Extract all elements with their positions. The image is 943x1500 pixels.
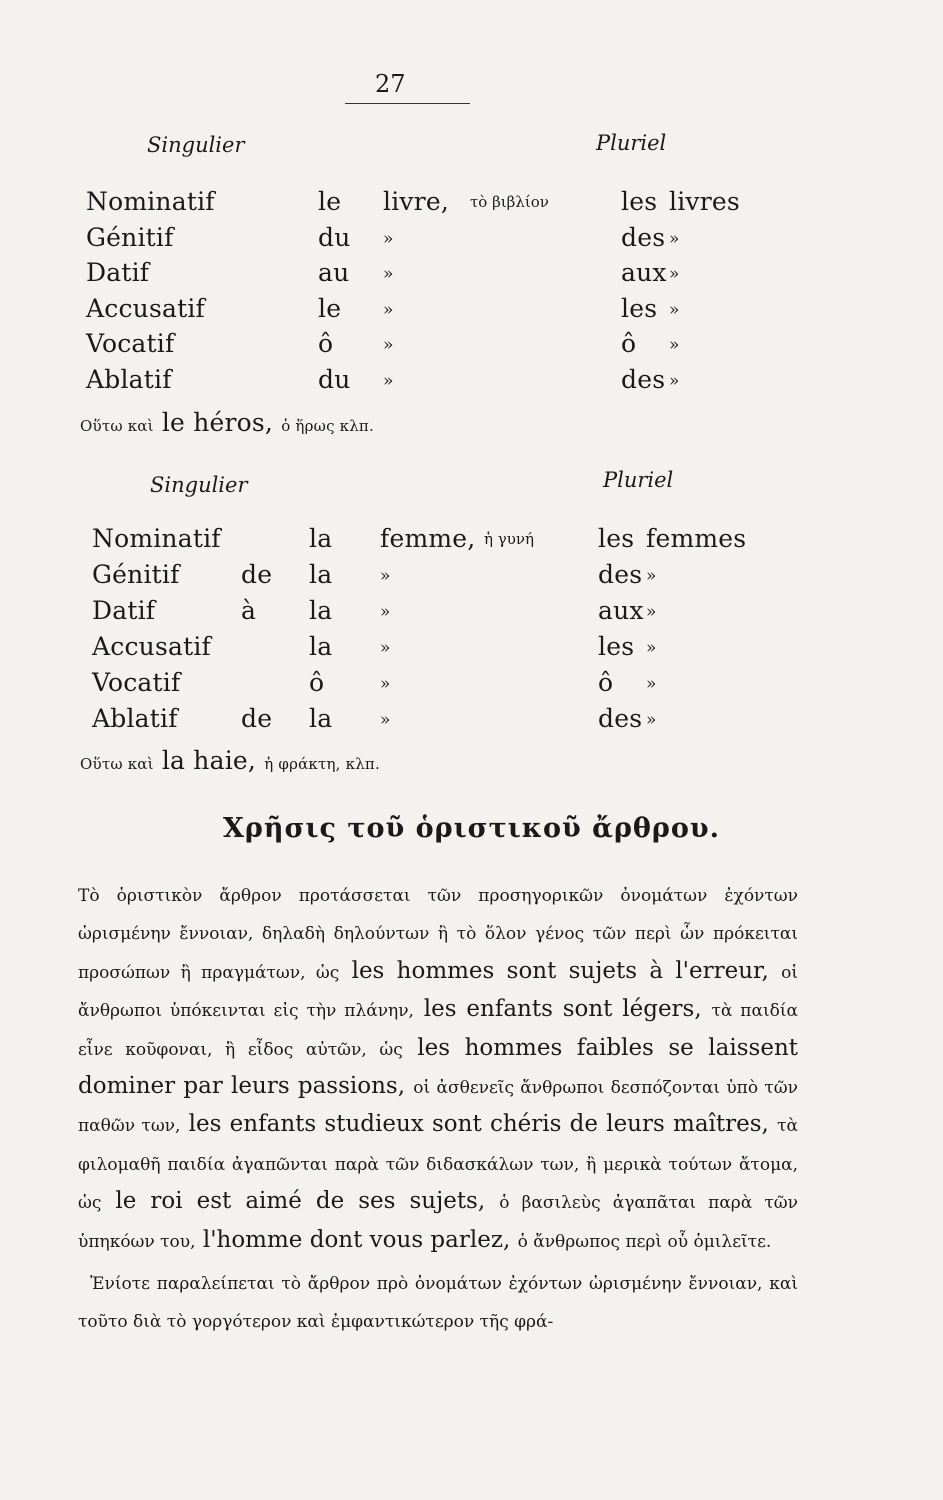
article: le bbox=[318, 293, 342, 323]
plural-noun: » bbox=[646, 710, 657, 730]
article: la bbox=[309, 596, 333, 625]
noun: » bbox=[383, 299, 394, 320]
plural-noun: » bbox=[646, 638, 657, 658]
plural-article: des bbox=[621, 364, 666, 394]
greek-text: τὰ φιλομαθῆ παιδία ἀγαπῶνται παρὰ τῶν διδασκάλων των, ἢ μερικὰ τούτων ἄτομα, ὡς bbox=[78, 1116, 799, 1214]
plural-article: ô bbox=[598, 668, 614, 697]
case-label: Vocatif bbox=[92, 668, 181, 697]
plural-article: aux bbox=[621, 258, 667, 287]
noun: » bbox=[383, 264, 394, 284]
plural-noun: » bbox=[646, 566, 657, 586]
greek-text: οἱ ἀσθενεῖς ἄνθρωποι δεσπόζονται ὑπὸ τῶν παθῶν των, bbox=[78, 1078, 798, 1137]
article: la bbox=[309, 524, 333, 553]
case-label: Génitif bbox=[92, 560, 180, 589]
article: la bbox=[309, 632, 333, 661]
plural-article: des bbox=[621, 222, 666, 252]
article: du bbox=[318, 364, 351, 394]
french-example: les hommes faibles se laissent dominer par leurs passions, bbox=[78, 1034, 799, 1100]
noun: » bbox=[380, 638, 391, 658]
greek-text: ὁ ἄνθρωπος περὶ οὗ ὁμιλεῖτε. bbox=[517, 1231, 772, 1252]
plural-article: des bbox=[598, 560, 643, 589]
table2-header-plural: Pluriel bbox=[603, 468, 674, 492]
paragraph-1 bbox=[78, 876, 798, 1260]
french-example: les enfants studieux sont chéris de leurs maîtres, bbox=[188, 1111, 769, 1138]
plural-article: les bbox=[621, 293, 658, 323]
case-label: Nominatif bbox=[86, 187, 215, 216]
greek-gloss: ἡ γυνή bbox=[484, 530, 534, 548]
case-label: Vocatif bbox=[86, 329, 175, 358]
preposition: de bbox=[241, 704, 273, 733]
example-french: la haie, bbox=[161, 746, 257, 775]
noun: » bbox=[380, 674, 391, 694]
noun: femme, bbox=[380, 524, 476, 553]
plural-article: les bbox=[598, 632, 635, 661]
article: ô bbox=[318, 329, 334, 358]
plural-noun: » bbox=[669, 264, 680, 284]
table2-example bbox=[80, 746, 380, 775]
plural-article: des bbox=[598, 704, 643, 733]
noun: » bbox=[383, 228, 394, 249]
case-label: Accusatif bbox=[86, 293, 205, 323]
noun: » bbox=[380, 602, 391, 622]
table1-header-plural: Pluriel bbox=[596, 131, 667, 155]
plural-noun: » bbox=[669, 228, 680, 249]
example-french: le héros, bbox=[161, 408, 274, 437]
article: du bbox=[318, 222, 351, 252]
greek-gloss: τὸ βιβλίον bbox=[470, 193, 549, 211]
article: la bbox=[309, 560, 333, 589]
article: la bbox=[309, 704, 333, 733]
article: ô bbox=[309, 668, 325, 697]
noun: » bbox=[383, 335, 394, 355]
case-label: Ablatif bbox=[86, 364, 172, 394]
table2-header-singular: Singulier bbox=[150, 473, 248, 497]
french-example: l'homme dont vous parlez, bbox=[202, 1226, 511, 1253]
greek-text: Τὸ ὁριστικὸν ἄρθρον προτάσσεται τῶν προσηγορικῶν ὀνομάτων ἐχόντων ὡρισμένην ἔννοιαν, δηλαδὴ δηλούντων ἢ τὸ ὅλον γένος τῶν περὶ ὧν πρόκειται προσώπων ἢ πραγμάτων, ὡς bbox=[78, 886, 798, 983]
preposition: à bbox=[241, 596, 257, 625]
example-greek-suffix: ἡ φράκτη, κλπ. bbox=[264, 755, 380, 773]
case-label: Nominatif bbox=[92, 524, 221, 553]
example-greek-prefix: Οὕτω καὶ bbox=[80, 417, 154, 435]
case-label: Datif bbox=[92, 596, 156, 625]
noun: » bbox=[380, 710, 391, 730]
french-example: les enfants sont légers, bbox=[423, 996, 702, 1023]
french-example: les hommes sont sujets à l'erreur, bbox=[351, 957, 769, 984]
header-rule bbox=[345, 103, 470, 104]
plural-noun: » bbox=[669, 335, 680, 355]
plural-article: les bbox=[598, 524, 635, 553]
paragraph-2 bbox=[78, 1264, 798, 1341]
plural-noun: livres bbox=[669, 187, 740, 216]
case-label: Ablatif bbox=[92, 704, 178, 733]
preposition: de bbox=[241, 560, 273, 589]
plural-noun: » bbox=[669, 299, 680, 320]
greek-text: οἱ ἄνθρωποι ὑπόκεινται εἰς τὴν πλάνην, bbox=[78, 962, 799, 1022]
example-greek-prefix: Οὕτω καὶ bbox=[80, 755, 154, 773]
greek-text: ὁ βασιλεὺς ἀγαπᾶται παρὰ τῶν ὑπηκόων του, bbox=[78, 1193, 799, 1252]
plural-article: les bbox=[621, 187, 658, 216]
table1-example bbox=[80, 408, 374, 437]
case-label: Accusatif bbox=[92, 632, 211, 661]
plural-noun: » bbox=[669, 370, 680, 391]
paragraph-2-text: Ἐνίοτε παραλείπεται τὸ ἄρθρον πρὸ ὀνομάτων ἐχόντων ὡρισμένην ἔννοιαν, καὶ τοῦτο διὰ τὸ γοργότερον καὶ ἐμφαντικώτερον τῆς φρά- bbox=[78, 1274, 798, 1333]
greek-text: τὰ παιδία εἶνε κοῦφοναι, ἢ εἶδος αὐτῶν, ὡς bbox=[78, 1001, 798, 1060]
noun: » bbox=[380, 566, 391, 586]
noun: livre, bbox=[383, 187, 450, 216]
noun: » bbox=[383, 370, 394, 391]
plural-article: aux bbox=[598, 596, 644, 625]
page-number: 27 bbox=[375, 70, 406, 98]
example-greek-suffix: ὁ ἥρως κλπ. bbox=[281, 417, 374, 435]
article: le bbox=[318, 187, 342, 216]
section-title: Χρῆσις τοῦ ὁριστικοῦ ἄρθρου. bbox=[222, 813, 721, 844]
case-label: Génitif bbox=[86, 222, 174, 252]
plural-noun: » bbox=[646, 674, 657, 694]
plural-noun: femmes bbox=[646, 524, 747, 553]
french-example: le roi est aimé de ses sujets, bbox=[115, 1188, 486, 1215]
plural-article: ô bbox=[621, 329, 637, 358]
article: au bbox=[318, 258, 350, 287]
plural-noun: » bbox=[646, 602, 657, 622]
table1-header-singular: Singulier bbox=[147, 133, 245, 157]
case-label: Datif bbox=[86, 258, 150, 287]
